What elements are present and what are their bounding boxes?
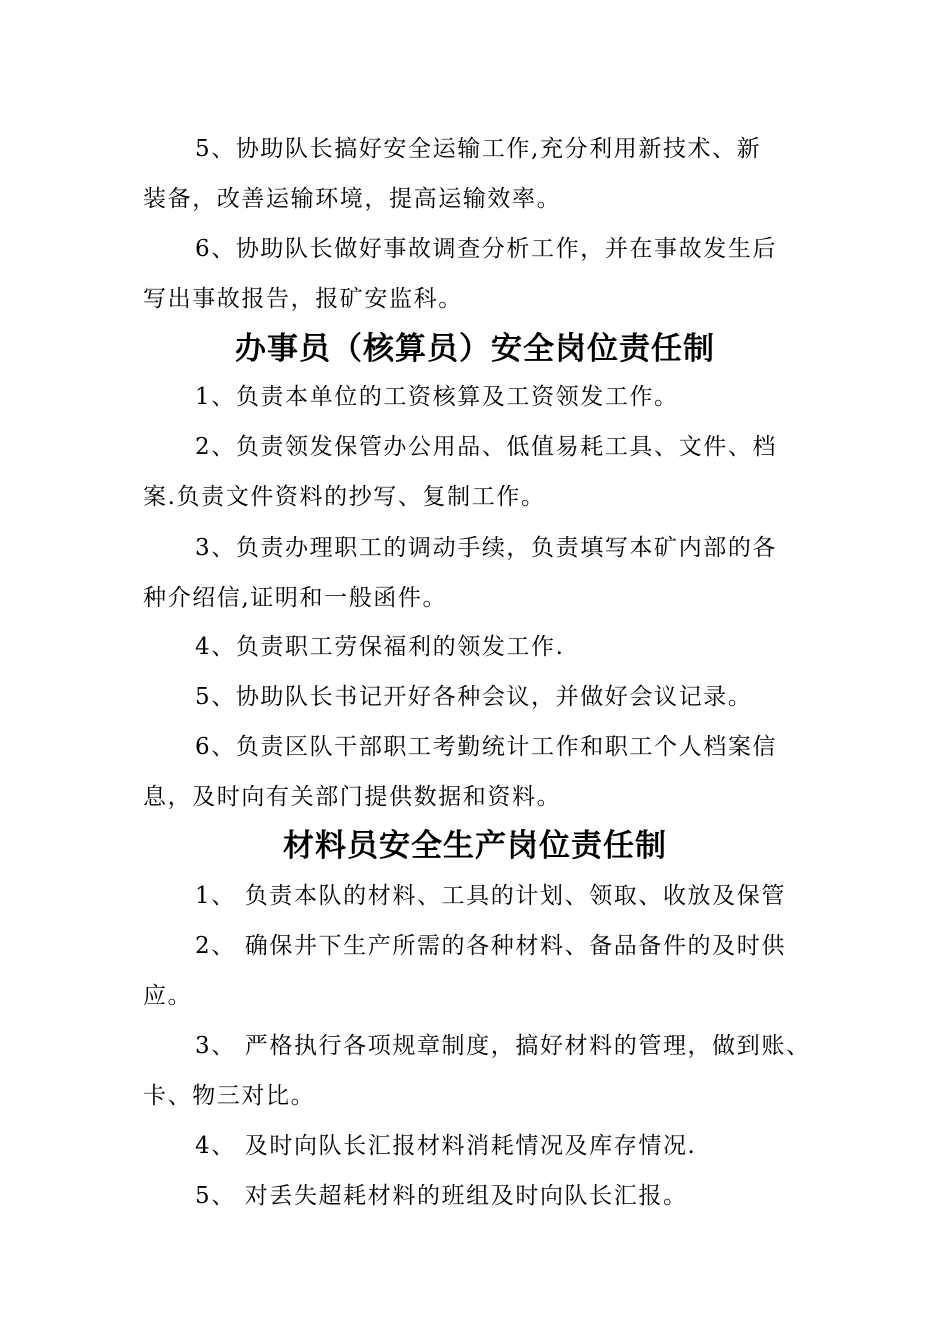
paragraph-line: 1、 负责本队的材料、工具的计划、领取、收放及保管 xyxy=(195,883,786,909)
paragraph-line: 6、负责区队干部职工考勤统计工作和职工个人档案信 xyxy=(195,734,778,760)
paragraph-line: 息，及时向有关部门提供数据和资料。 xyxy=(143,784,562,810)
paragraph-line: 6、协助队长做好事故调查分析工作，并在事故发生后 xyxy=(195,236,778,262)
paragraph-line: 3、负责办理职工的调动手续，负责填写本矿内部的各 xyxy=(195,535,778,561)
paragraph-line: 4、负责职工劳保福利的领发工作. xyxy=(195,634,565,660)
paragraph-line: 2、负责领发保管办公用品、低值易耗工具、文件、档 xyxy=(195,434,778,460)
section-heading-clerk: 办事员（核算员）安全岗位责任制 xyxy=(235,331,715,367)
paragraph-line: 写出事故报告，报矿安监科。 xyxy=(143,286,463,312)
paragraph-line: 卡、物三对比。 xyxy=(143,1083,316,1109)
paragraph-line: 1、负责本单位的工资核算及工资领发工作。 xyxy=(195,384,679,410)
paragraph-line: 装备，改善运输环境，提高运输效率。 xyxy=(143,186,562,212)
paragraph-line: 5、协助队长书记开好各种会议，并做好会议记录。 xyxy=(195,684,753,710)
section-heading-material: 材料员安全生产岗位责任制 xyxy=(283,828,667,864)
paragraph-line: 2、 确保井下生产所需的各种材料、备品备件的及时供 xyxy=(195,933,786,959)
paragraph-line: 案.负责文件资料的抄写、复制工作。 xyxy=(143,484,546,510)
paragraph-line: 5、协助队长搞好安全运输工作,充分利用新技术、新 xyxy=(195,136,762,162)
paragraph-line: 3、 严格执行各项规章制度，搞好材料的管理，做到账、 xyxy=(195,1033,811,1059)
paragraph-line: 4、 及时向队长汇报材料消耗情况及库存情况. xyxy=(195,1133,697,1159)
paragraph-line: 种介绍信,证明和一般函件。 xyxy=(143,585,448,611)
paragraph-line: 应。 xyxy=(143,983,193,1009)
paragraph-line: 5、 对丢失超耗材料的班组及时向队长汇报。 xyxy=(195,1183,688,1209)
